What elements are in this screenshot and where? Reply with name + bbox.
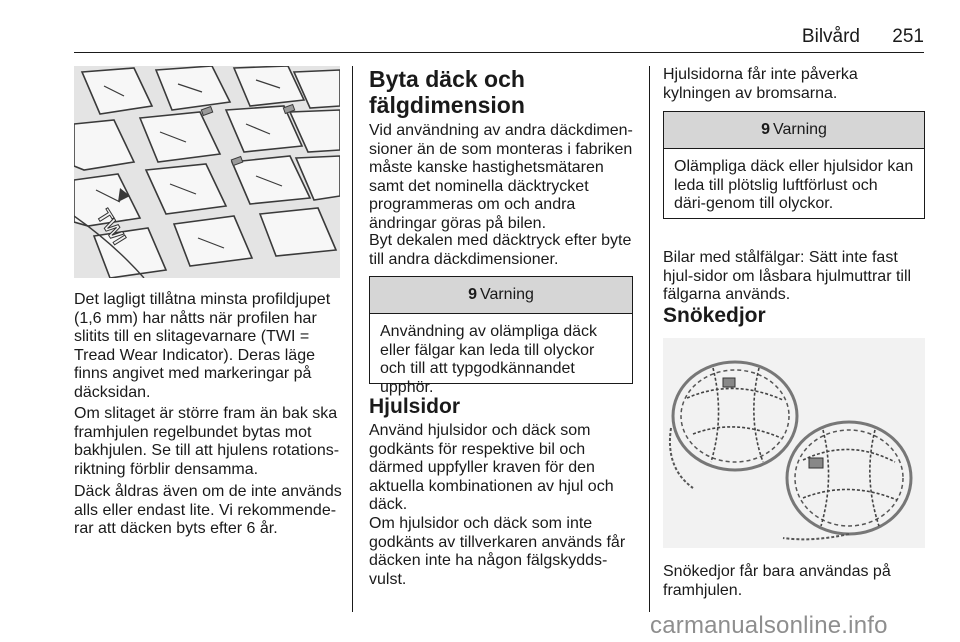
section-heading-wheel-covers: Hjulsidor xyxy=(369,395,461,418)
twi-marking-label: TWI xyxy=(91,205,130,249)
watermark-text: carmanualsonline.info xyxy=(650,612,888,639)
tire-dimension-paragraph: Vid användning av andra däckdimen-sioner än de som monteras i fabriken måste kanske hastighetsmätaren samt det nominella däcktrycket programmeras om och andra ändringar göras på bilen. xyxy=(369,122,633,232)
wheel-covers-rim-bead-paragraph: Om hjulsidor och däck som inte godkänts av tillverkaren används får däcken inte ha någon fälgskydds-vulst. xyxy=(369,515,626,588)
wheel-covers-approval-paragraph: Använd hjulsidor och däck som godkänts för respektive bil och därmed uppfyller kraven för den aktuella kombinationen av hjul och däck. xyxy=(369,422,614,514)
column-divider-2 xyxy=(649,66,650,612)
tread-depth-paragraph: Det lagligt tillåtna minsta profildjupet (1,6 mm) har nåtts när profilen har slitits till en slitagevarnare (TWI = Tread Wear Indicator). Deras läge finns angivet med markeringar på däcksidan. xyxy=(74,291,331,401)
snow-chains-illustration xyxy=(663,338,925,548)
column-divider-1 xyxy=(352,66,353,612)
brake-cooling-paragraph: Hjulsidorna får inte påverka kylningen av bromsarna. xyxy=(663,66,858,102)
warning-text: Olämpliga däck eller hjulsidor kan leda till plötslig luftförlust och däri-genom till olyckor. xyxy=(674,158,914,213)
warning-box-wheel-covers xyxy=(663,111,925,219)
warning-header xyxy=(370,277,632,314)
warning-icon: 9 xyxy=(761,121,770,138)
running-header-title: Bilvård xyxy=(801,26,860,47)
warning-title: Varning xyxy=(772,121,827,138)
header-rule xyxy=(74,52,924,53)
steel-rims-paragraph: Bilar med stålfälgar: Sätt inte fast hjul-sidor om låsbara hjulmuttrar till fälgarna används. xyxy=(663,249,912,304)
warning-title: Varning xyxy=(479,286,534,303)
warning-icon: 9 xyxy=(468,286,477,303)
section-heading-tire-change: Byta däck och fälgdimension xyxy=(369,66,525,118)
tire-tread-illustration xyxy=(74,66,340,278)
tire-rotation-paragraph: Om slitaget är större fram än bak ska framhjulen regelbundet bytas mot bakhjulen. Se till att hjulens rotations-riktning förblir densamma. xyxy=(74,405,340,478)
snow-chains-caption: Snökedjor får bara användas på framhjulen. xyxy=(663,563,891,599)
warning-header xyxy=(664,112,924,149)
page-number: 251 xyxy=(892,26,924,47)
section-heading-snow-chains: Snökedjor xyxy=(663,304,766,327)
warning-box-rims xyxy=(369,276,633,396)
tire-aging-paragraph: Däck åldras även om de inte används alls eller endast lite. Vi rekommende-rar att däcken byts efter 6 år. xyxy=(74,483,342,538)
pressure-label-paragraph: Byt dekalen med däcktryck efter byte till andra däckdimensioner. xyxy=(369,232,632,268)
warning-text: Användning av olämpliga däck eller fälgar kan leda till olyckor och till att typgodkännandet upphör. xyxy=(380,323,598,396)
snow-chains-drawing xyxy=(663,338,925,548)
